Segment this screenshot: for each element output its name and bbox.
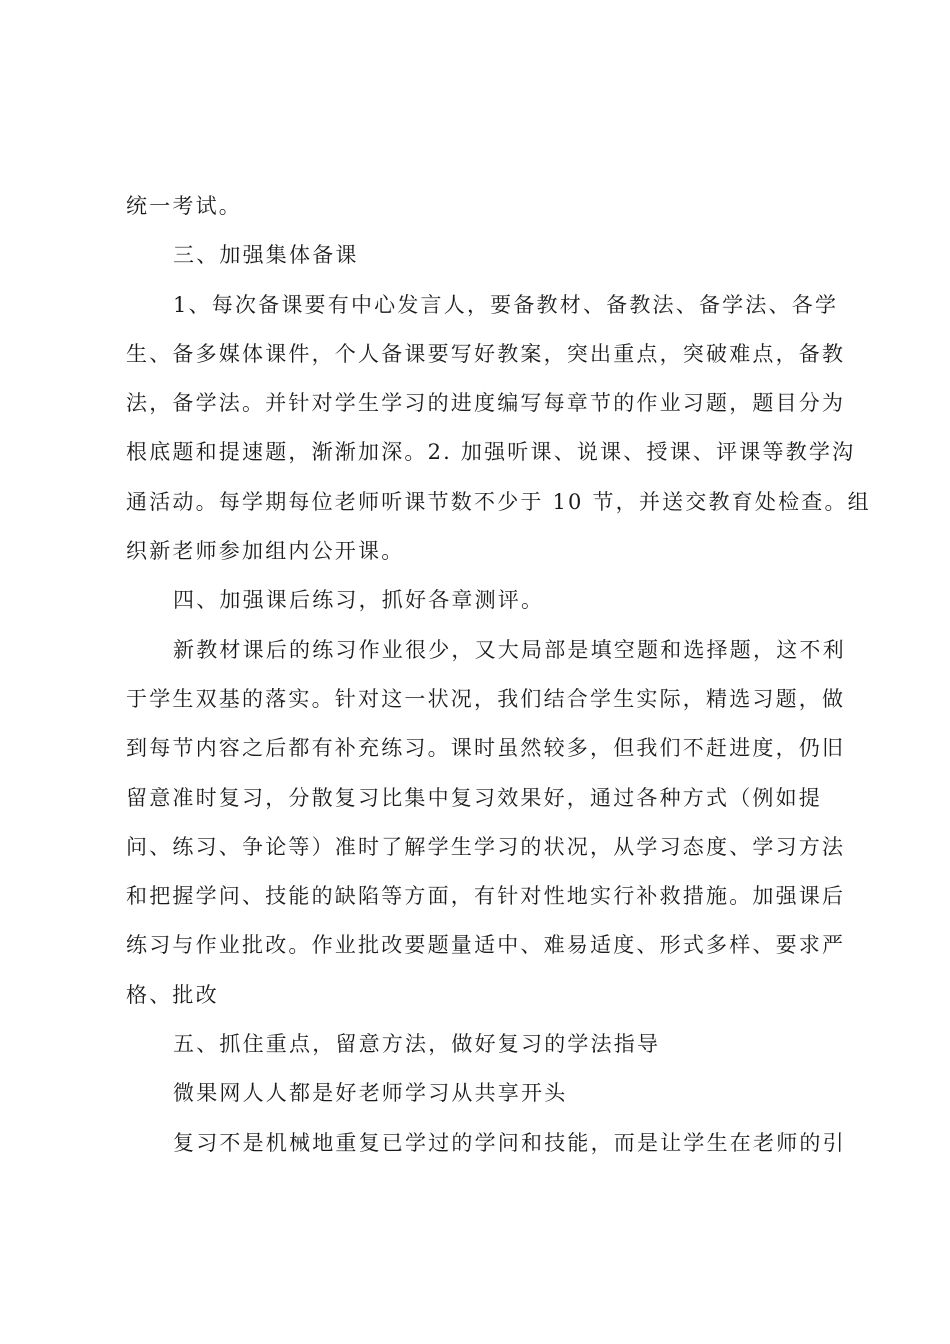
section-heading: 五、抓住重点，留意方法，做好复习的学法指导 — [173, 1032, 661, 1057]
watermark-line: 微果网人人都是好老师学习从共享开头 — [173, 1081, 568, 1106]
section-heading: 四、加强课后练习，抓好各章测评。 — [173, 588, 545, 613]
text-line: 复习不是机械地重复已学过的学问和技能，而是让学生在老师的引 — [173, 1130, 846, 1155]
text-line: 统一考试。 — [126, 194, 242, 218]
text-line: 到每节内容之后都有补充练习。课时虽然较多，但我们不赶进度，仍旧 — [126, 736, 846, 761]
text-line: 和把握学问、技能的缺陷等方面，有针对性地实行补救措施。加强课后 — [126, 884, 846, 909]
text-line: 练习与作业批改。作业批改要题量适中、难易适度、形式多样、要求严 — [126, 933, 846, 958]
text-line: 生、备多媒体课件，个人备课要写好教案，突出重点，突破难点，备教 — [126, 341, 846, 366]
document-body — [126, 182, 871, 1168]
text-line: 1、每次备课要有中心发言人，要备教材、备教法、备学法、各学 — [173, 292, 839, 317]
text-line: 格、批改 — [126, 982, 219, 1007]
text-line: 新教材课后的练习作业很少，又大局部是填空题和选择题，这不利 — [173, 637, 846, 662]
text-line: 于学生双基的落实。针对这一状况，我们结合学生实际，精选习题，做 — [126, 686, 846, 711]
section-heading: 三、加强集体备课 — [173, 243, 359, 268]
text-line: 留意准时复习，分散复习比集中复习效果好，通过各种方式（例如提 — [126, 785, 822, 810]
text-line: 通活动。每学期每位老师听课节数不少于 10 节，并送交教育处检查。组 — [126, 489, 871, 514]
text-line: 织新老师参加组内公开课。 — [126, 539, 405, 564]
text-line: 法，备学法。并针对学生学习的进度编写每章节的作业习题，题目分为 — [126, 391, 846, 416]
text-line: 根底题和提速题，渐渐加深。2. 加强听课、说课、授课、评课等教学沟 — [126, 440, 856, 465]
text-line: 问、练习、争论等）准时了解学生学习的状况，从学习态度、学习方法 — [126, 834, 846, 859]
